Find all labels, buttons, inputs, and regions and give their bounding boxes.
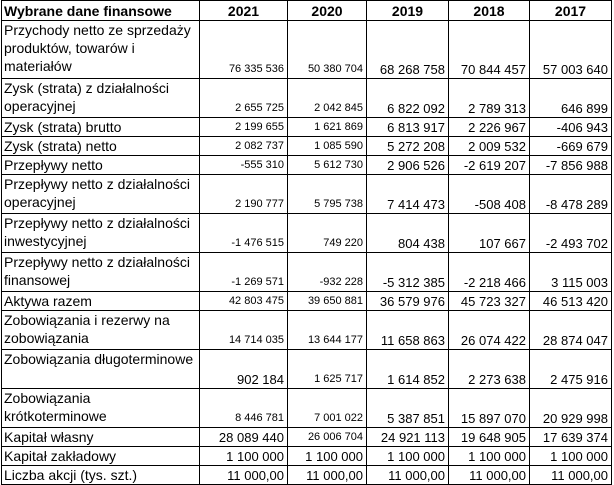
value-cell-2018: -508 408 [449, 175, 530, 214]
table-row [2, 311, 612, 350]
value-cell-2019: 11 658 863 [367, 311, 449, 350]
value-cell-2018: 1 100 000 [449, 447, 530, 466]
value-cell-2020: 2 042 845 [288, 79, 367, 118]
table-row [2, 175, 612, 214]
table-row [2, 214, 612, 253]
table-row [2, 428, 612, 447]
header-year-2017: 2017 [530, 1, 612, 21]
value-cell-2017: -7 856 988 [530, 156, 612, 175]
value-cell-2018: 45 723 327 [449, 292, 530, 311]
value-cell-2020: 7 001 022 [288, 389, 367, 428]
table-row [2, 292, 612, 311]
row-label: Przepływy netto z działalności inwestycyjnej [2, 214, 200, 253]
value-cell-2021: 2 655 725 [200, 79, 288, 118]
value-cell-2021: 28 089 440 [200, 428, 288, 447]
row-label: Przepływy netto [2, 156, 200, 175]
value-cell-2020: 1 625 717 [288, 350, 367, 389]
value-cell-2019: -5 312 385 [367, 253, 449, 292]
value-cell-2019: 68 268 758 [367, 21, 449, 79]
header-year-2020: 2020 [288, 1, 367, 21]
value-cell-2021: 2 190 777 [200, 175, 288, 214]
value-cell-2019: 24 921 113 [367, 428, 449, 447]
value-cell-2018: 2 273 638 [449, 350, 530, 389]
value-cell-2018: 11 000,00 [449, 466, 530, 485]
row-label: Zobowiązania krótkoterminowe [2, 389, 200, 428]
table-row [2, 137, 612, 156]
header-year-2021: 2021 [200, 1, 288, 21]
value-cell-2017: 28 874 047 [530, 311, 612, 350]
value-cell-2017: -406 943 [530, 118, 612, 137]
value-cell-2017: 17 639 374 [530, 428, 612, 447]
value-cell-2018: 19 648 905 [449, 428, 530, 447]
value-cell-2020: 5 612 730 [288, 156, 367, 175]
value-cell-2021: 8 446 781 [200, 389, 288, 428]
value-cell-2020: 39 650 881 [288, 292, 367, 311]
value-cell-2020: 11 000,00 [288, 466, 367, 485]
row-label: Kapitał własny [2, 428, 200, 447]
value-cell-2021: -1 476 515 [200, 214, 288, 253]
value-cell-2019: 6 813 917 [367, 118, 449, 137]
value-cell-2020: 1 085 590 [288, 137, 367, 156]
value-cell-2019: 2 906 526 [367, 156, 449, 175]
value-cell-2018: 70 844 457 [449, 21, 530, 79]
value-cell-2021: 2 199 655 [200, 118, 288, 137]
value-cell-2017: -2 493 702 [530, 214, 612, 253]
value-cell-2019: 5 272 208 [367, 137, 449, 156]
value-cell-2021: 14 714 035 [200, 311, 288, 350]
value-cell-2018: 26 074 422 [449, 311, 530, 350]
row-label: Przychody netto ze sprzedaży produktów, towarów i materiałów [2, 21, 200, 79]
table-row [2, 21, 612, 79]
value-cell-2021: 76 335 536 [200, 21, 288, 79]
table-row [2, 466, 612, 485]
value-cell-2021: 902 184 [200, 350, 288, 389]
value-cell-2020: 749 220 [288, 214, 367, 253]
header-year-2018: 2018 [449, 1, 530, 21]
value-cell-2020: 1 621 869 [288, 118, 367, 137]
row-label: Zobowiązania i rezerwy na zobowiązania [2, 311, 200, 350]
value-cell-2019: 1 614 852 [367, 350, 449, 389]
table-row [2, 253, 612, 292]
row-label: Zysk (strata) brutto [2, 118, 200, 137]
table-row [2, 79, 612, 118]
value-cell-2020: 1 100 000 [288, 447, 367, 466]
value-cell-2019: 11 000,00 [367, 466, 449, 485]
value-cell-2019: 5 387 851 [367, 389, 449, 428]
value-cell-2017: -669 679 [530, 137, 612, 156]
value-cell-2018: -2 619 207 [449, 156, 530, 175]
table-row [2, 447, 612, 466]
financial-data-table [1, 0, 612, 485]
value-cell-2017: 57 003 640 [530, 21, 612, 79]
value-cell-2020: 13 644 177 [288, 311, 367, 350]
value-cell-2017: 3 115 003 [530, 253, 612, 292]
value-cell-2021: -555 310 [200, 156, 288, 175]
row-label: Przepływy netto z działalności operacyjnej [2, 175, 200, 214]
table-header-row [2, 1, 612, 21]
table-row [2, 156, 612, 175]
value-cell-2018: 2 009 532 [449, 137, 530, 156]
value-cell-2017: 20 929 998 [530, 389, 612, 428]
value-cell-2019: 804 438 [367, 214, 449, 253]
header-label-cell: Wybrane dane finansowe [2, 1, 200, 21]
value-cell-2018: 2 789 313 [449, 79, 530, 118]
value-cell-2018: 107 667 [449, 214, 530, 253]
value-cell-2017: 646 899 [530, 79, 612, 118]
value-cell-2020: 50 380 704 [288, 21, 367, 79]
value-cell-2020: 5 795 738 [288, 175, 367, 214]
value-cell-2020: 26 006 704 [288, 428, 367, 447]
value-cell-2017: 11 000,00 [530, 466, 612, 485]
value-cell-2019: 1 100 000 [367, 447, 449, 466]
value-cell-2021: 1 100 000 [200, 447, 288, 466]
value-cell-2020: -932 228 [288, 253, 367, 292]
header-year-2019: 2019 [367, 1, 449, 21]
row-label: Zobowiązania długoterminowe [2, 350, 200, 389]
row-label: Kapitał zakładowy [2, 447, 200, 466]
table-body [2, 21, 612, 485]
row-label: Liczba akcji (tys. szt.) [2, 466, 200, 485]
value-cell-2021: 11 000,00 [200, 466, 288, 485]
value-cell-2017: 46 513 420 [530, 292, 612, 311]
value-cell-2018: 15 897 070 [449, 389, 530, 428]
table-row [2, 118, 612, 137]
value-cell-2017: 1 100 000 [530, 447, 612, 466]
value-cell-2021: 2 082 737 [200, 137, 288, 156]
value-cell-2017: 2 475 916 [530, 350, 612, 389]
value-cell-2018: 2 226 967 [449, 118, 530, 137]
row-label: Przepływy netto z działalności finansowej [2, 253, 200, 292]
value-cell-2017: -8 478 289 [530, 175, 612, 214]
table-row [2, 389, 612, 428]
row-label: Zysk (strata) netto [2, 137, 200, 156]
value-cell-2019: 36 579 976 [367, 292, 449, 311]
row-label: Zysk (strata) z działalności operacyjnej [2, 79, 200, 118]
value-cell-2021: 42 803 475 [200, 292, 288, 311]
table-row [2, 350, 612, 389]
value-cell-2018: -2 218 466 [449, 253, 530, 292]
value-cell-2019: 7 414 473 [367, 175, 449, 214]
value-cell-2019: 6 822 092 [367, 79, 449, 118]
value-cell-2021: -1 269 571 [200, 253, 288, 292]
row-label: Aktywa razem [2, 292, 200, 311]
